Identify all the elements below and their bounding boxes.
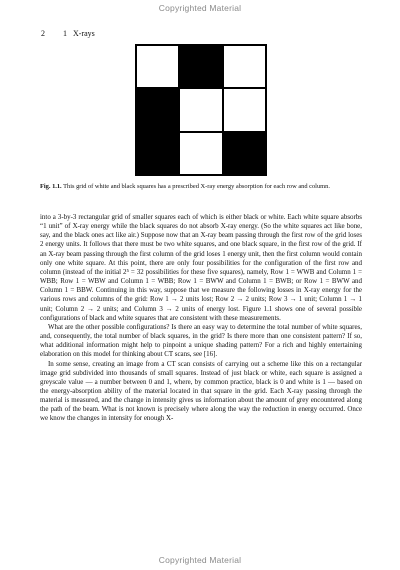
running-head xyxy=(41,29,95,38)
watermark-top: Copyrighted Material xyxy=(158,3,242,13)
body-text xyxy=(40,213,362,424)
caption-text: This grid of white and black squares has a prescribed X-ray energy absorption for each row and column. xyxy=(61,183,330,190)
page-number: 2 xyxy=(41,29,45,38)
caption-label: Fig. 1.1. xyxy=(40,183,62,190)
watermark-bottom: Copyrighted Material xyxy=(158,555,242,565)
grid-cell-white xyxy=(136,45,179,88)
grid-cell-white xyxy=(179,132,222,175)
chapter-title: 1 X-rays xyxy=(63,29,95,38)
paragraph-3: In some sense, creating an image from a CT scan consists of carrying out a scheme like this on a rectangular image grid subdivided into thousands of small squares. Instead of just black or white, each square is assigned a greyscale value — a number between 0 and 1, where, by common practice, black is 0 and white is 1 — based on the energy-absorption ability of the material located in that square in the grid. Each X-ray passing through the material is measured, and the change in intensity gives us information about the amount of grey encountered along the path of the beam. What is not known is precisely where along the way the reduction in energy occurred. Once we know the changes in intensity for enough X- xyxy=(40,359,362,423)
grid-cell-black xyxy=(136,132,179,175)
grid-cell-white xyxy=(223,88,266,131)
grid-cell-black xyxy=(136,88,179,131)
grid-cell-black xyxy=(179,45,222,88)
grid-cell-white xyxy=(179,88,222,131)
paragraph-1: into a 3-by-3 rectangular grid of smaller squares each of which is either black or white. Each white square absorbs “1 unit” of X-ray energy while the black squares do not absorb X-ray energy. (So the white squares act like bone, say, and the black ones act like air.) Suppose now that an X-ray beam passing through the first row of the grid loses 2 energy units. It follows that there must be two white squares, and one black square, in the first row of the grid. If an X-ray beam passing through the first column of the grid loses 1 energy unit, then the first column would contain only one white square. At this point, there are only four possibilities for the configuration of the first row and column (instead of the initial 2⁵ = 32 possibilities for these five squares), namely, Row 1 = WWB and Column 1 = WBB; Row 1 = WBW and Column 1 = WBB; Row 1 = BWW and Column 1 = BWB; or Row 1 = BWW and Column 1 = BBW. Continuing in this way, suppose that we measure the following losses in X-ray energy for the various rows and columns of the grid: Row 1 → 2 units lost; Row 2 → 2 units; Row 3 → 1 unit; Column 1 → 1 unit; Column 2 → 2 units; and Column 3 → 2 units of energy lost. Figure 1.1 shows one of several possible configurations of black and white squares that are consistent with these measurements. xyxy=(40,213,362,322)
grid-cell-white xyxy=(223,45,266,88)
figure-caption xyxy=(40,183,362,191)
grid-cell-black xyxy=(223,132,266,175)
figure-grid xyxy=(135,44,267,176)
paragraph-2: What are the other possible configurations? Is there an easy way to determine the total number of white squares, and, consequently, the total number of black squares, in the grid? Is there more than one consistent pattern? If so, what additional information might help to pinpoint a unique shading pattern? For a rich and highly entertaining elaboration on this model for thinking about CT scans, see [16]. xyxy=(40,322,362,359)
